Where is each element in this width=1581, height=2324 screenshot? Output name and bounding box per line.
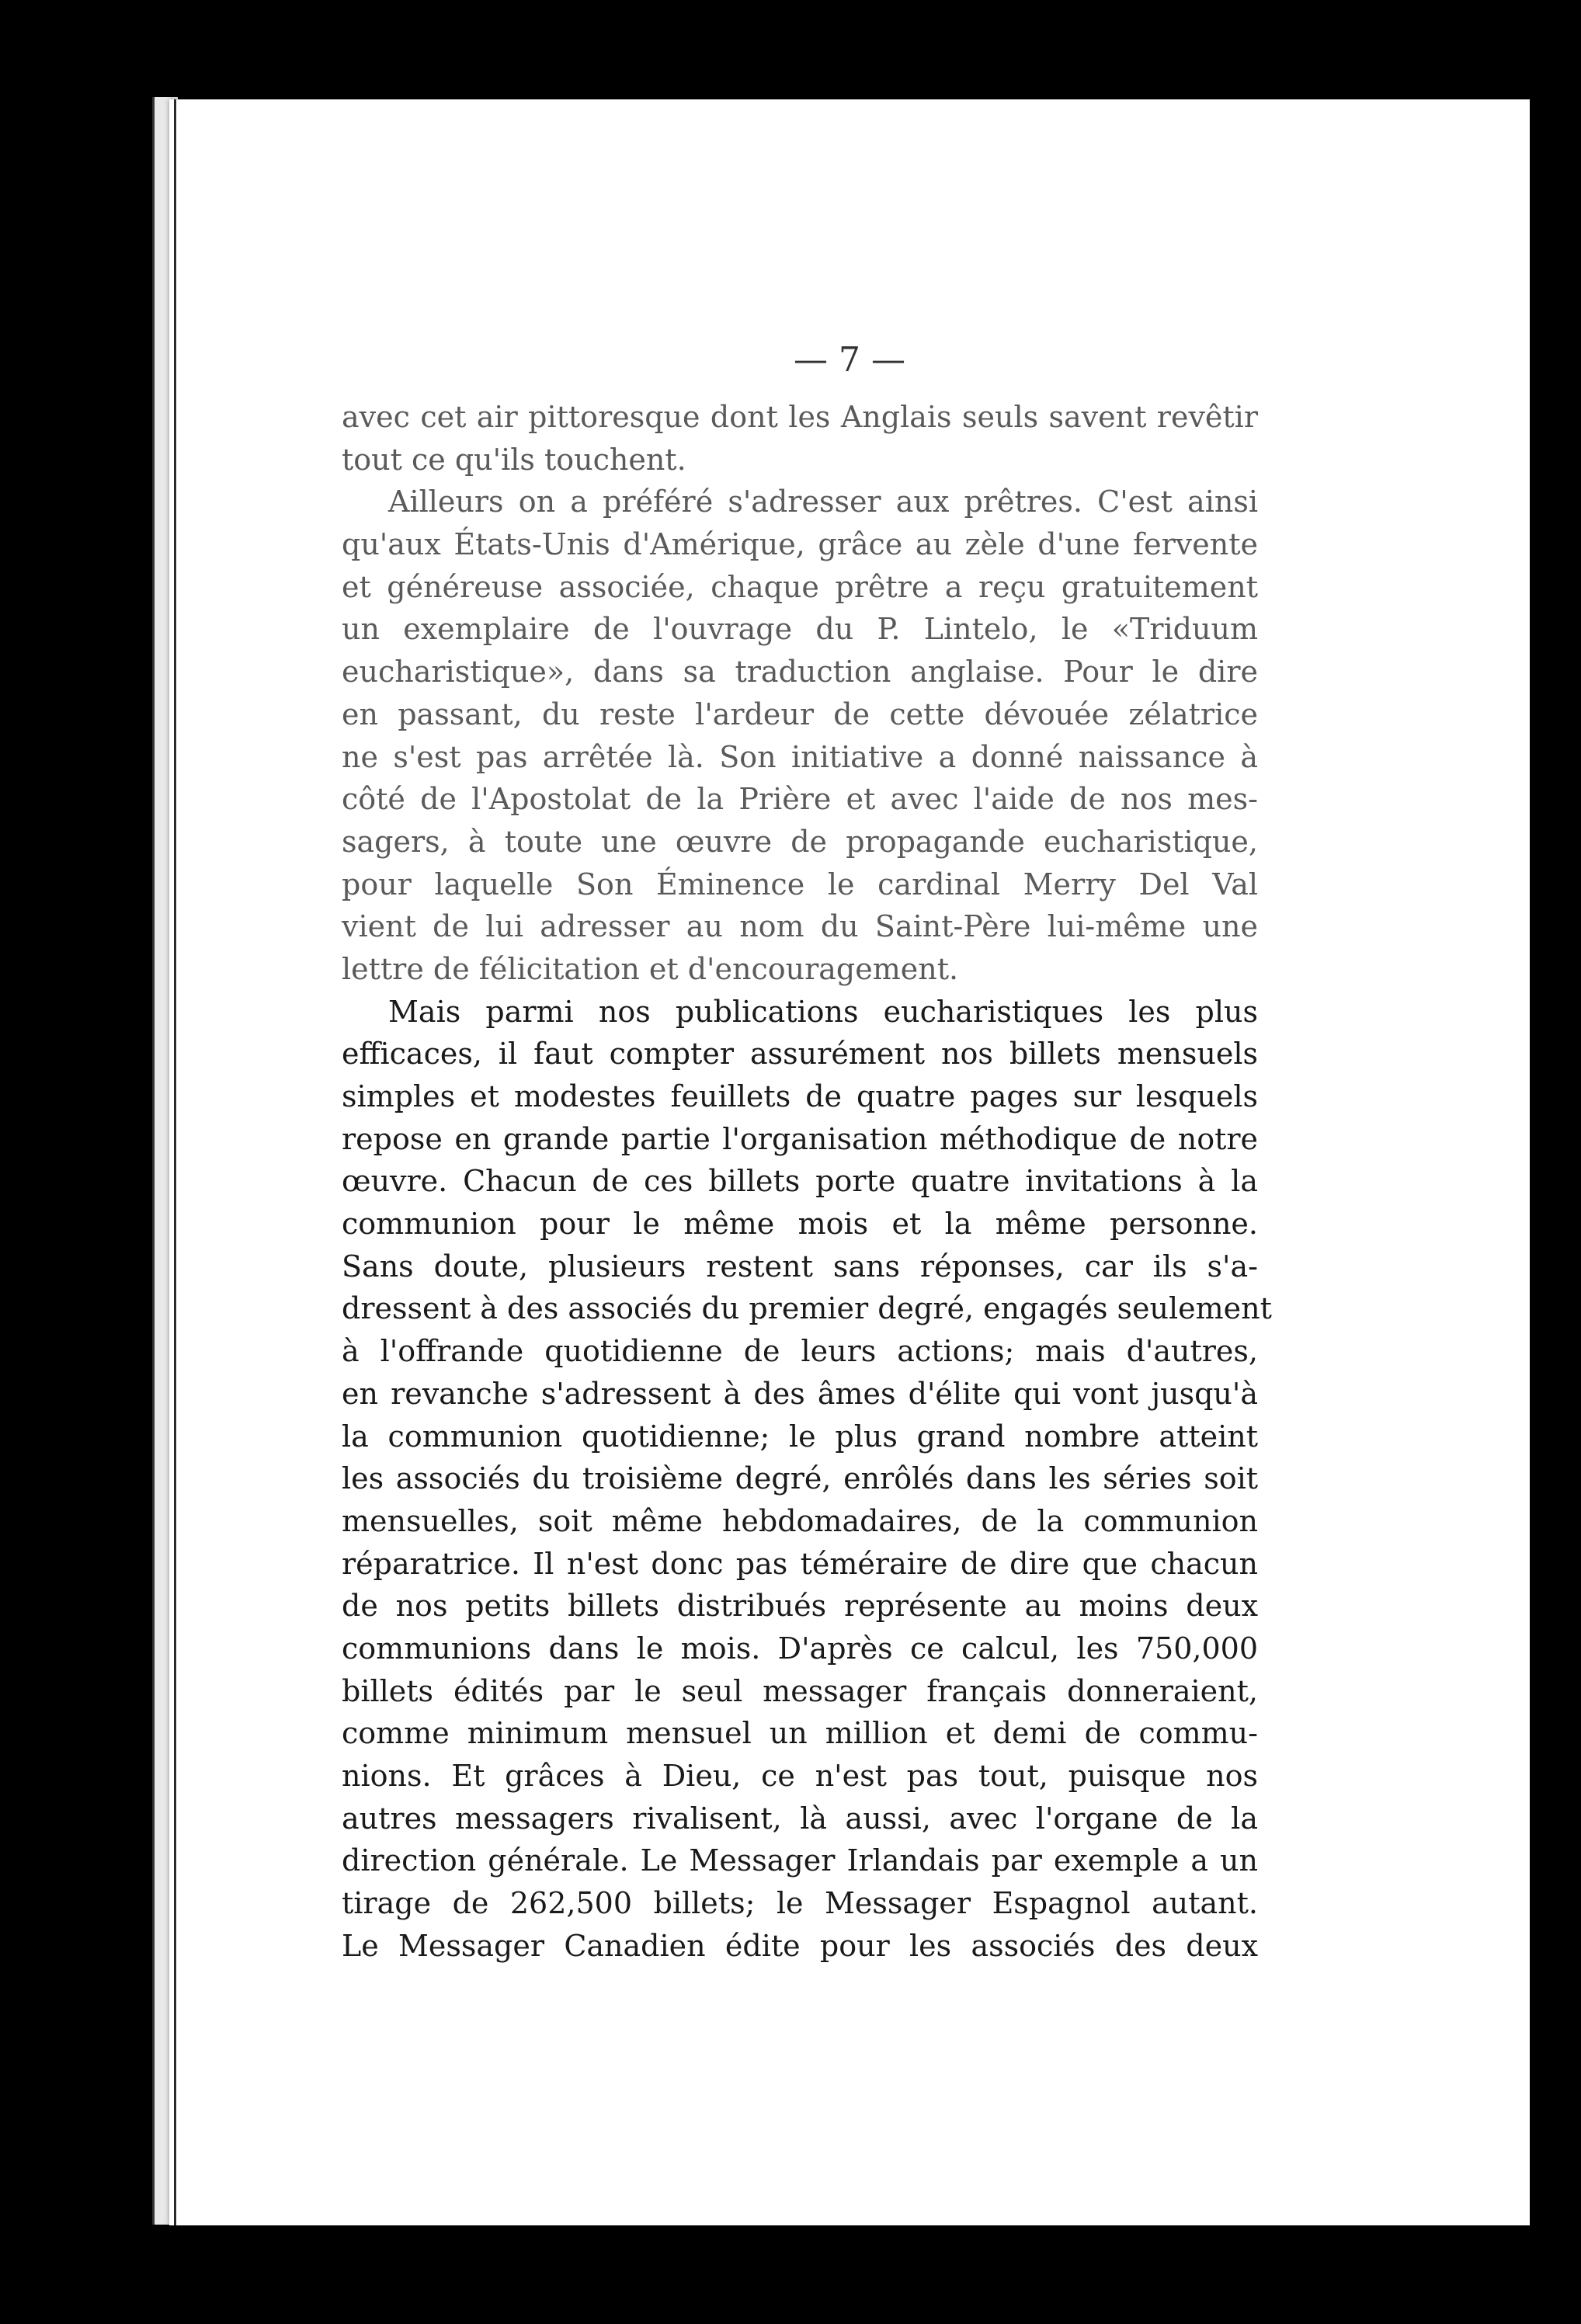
text-line: pour laquelle Son Éminence le cardinal Merry Del Val: [342, 867, 1258, 901]
text-line: Mais parmi nos publications eucharistiques les plus: [388, 994, 1258, 1029]
text-line: communion pour le même mois et la même personne.: [342, 1207, 1258, 1242]
text-line: efficaces, il faut compter assurément nos billets mensuels: [342, 1037, 1258, 1072]
text-line: avec cet air pittoresque dont les Anglais seuls savent revêtir: [342, 400, 1258, 434]
text-line: autres messagers rivalisent, là aussi, avec l'organe de la: [342, 1801, 1258, 1836]
text-line: côté de l'Apostolat de la Prière et avec l'aide de nos mes-: [342, 782, 1258, 817]
text-line: et généreuse associée, chaque prêtre a reçu gratuitement: [342, 569, 1258, 604]
text-line: communions dans le mois. D'après ce calcul, les 750,000: [342, 1631, 1258, 1666]
text-line: en revanche s'adressent à des âmes d'élite qui vont jusqu'à: [342, 1376, 1258, 1411]
text-line: en passant, du reste l'ardeur de cette dévouée zélatrice: [342, 697, 1258, 731]
body-text: [342, 396, 1272, 1967]
text-line: Ailleurs on a préféré s'adresser aux prêtres. C'est ainsi: [388, 485, 1258, 519]
text-line: nions. Et grâces à Dieu, ce n'est pas tout, puisque nos: [342, 1759, 1258, 1793]
text-line: tirage de 262,500 billets; le Messager Espagnol autant.: [342, 1886, 1258, 1921]
text-line: tout ce qu'ils touchent.: [342, 442, 686, 477]
text-line: eucharistique», dans sa traduction anglaise. Pour le dire: [342, 655, 1258, 690]
text-line: les associés du troisième degré, enrôlés dans les séries soit: [342, 1461, 1258, 1496]
text-line: à l'offrande quotidienne de leurs actions; mais d'autres,: [342, 1334, 1258, 1369]
text-line: œuvre. Chacun de ces billets porte quatre invitations à la: [342, 1164, 1258, 1199]
text-line: lettre de félicitation et d'encouragement.: [342, 951, 959, 986]
text-line: mensuelles, soit même hebdomadaires, de la communion: [342, 1503, 1258, 1538]
text-line: repose en grande partie l'organisation méthodique de notre: [342, 1121, 1258, 1156]
document-page: [169, 99, 1530, 2225]
text-line: qu'aux États-Unis d'Amérique, grâce au zèle d'une fervente: [342, 527, 1258, 562]
text-line: un exemplaire de l'ouvrage du P. Lintelo, le «Triduum: [342, 612, 1258, 647]
page-number: — 7 —: [794, 340, 905, 380]
text-line: sagers, à toute une œuvre de propagande eucharistique,: [342, 824, 1258, 859]
text-line: ne s'est pas arrêtée là. Son initiative a donné naissance à: [342, 739, 1258, 774]
text-line: direction générale. Le Messager Irlandais par exemple a un: [342, 1843, 1258, 1878]
text-line: Le Messager Canadien édite pour les associés des deux: [342, 1928, 1258, 1963]
text-line: réparatrice. Il n'est donc pas téméraire de dire que chacun: [342, 1546, 1258, 1581]
text-line: billets édités par le seul messager français donneraient,: [342, 1673, 1258, 1708]
text-line: simples et modestes feuillets de quatre pages sur lesquels: [342, 1079, 1258, 1113]
text-line: vient de lui adresser au nom du Saint-Père lui-même une: [342, 909, 1258, 944]
gutter-line: [174, 99, 176, 2225]
text-line: dressent à des associés du premier degré, engagés seulement: [342, 1291, 1272, 1326]
text-line: comme minimum mensuel un million et demi de commu-: [342, 1716, 1258, 1751]
text-line: Sans doute, plusieurs restent sans réponses, car ils s'a-: [342, 1249, 1258, 1284]
text-line: la communion quotidienne; le plus grand nombre atteint: [342, 1419, 1258, 1454]
text-line: de nos petits billets distribués représente au moins deux: [342, 1589, 1258, 1624]
